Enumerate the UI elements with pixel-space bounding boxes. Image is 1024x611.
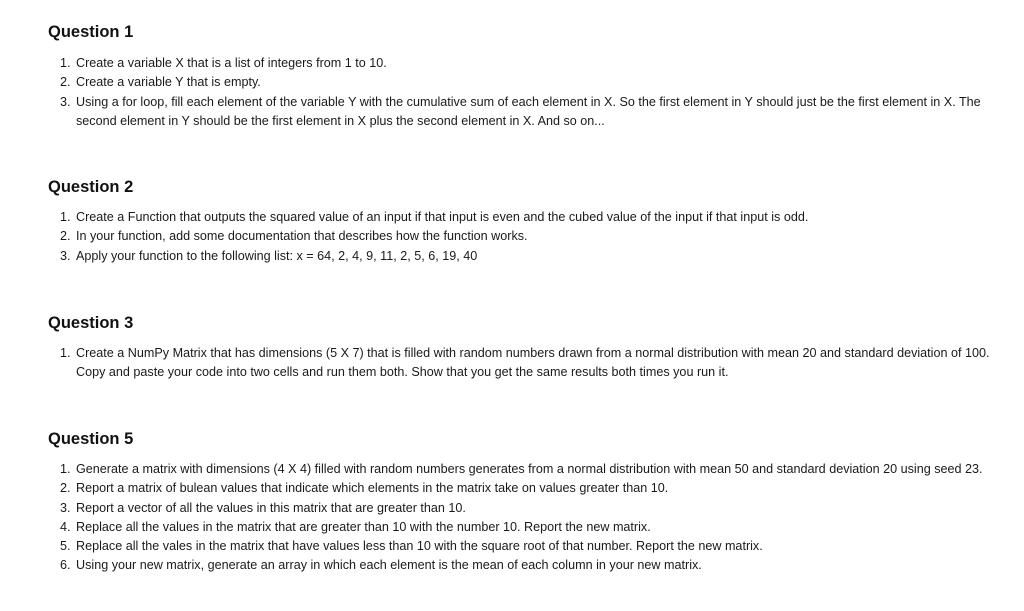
question-3-list <box>48 344 1008 383</box>
item-text: Create a Function that outputs the squared value of an input if that input is even and the cubed value of the input if that input is odd. <box>76 210 809 224</box>
question-3-section <box>48 313 1008 383</box>
list-item <box>48 344 996 383</box>
question-5-title: Question 5 <box>48 430 134 448</box>
list-item <box>48 479 996 498</box>
item-text: Create a variable X that is a list of integers from 1 to 10. <box>76 56 387 70</box>
item-number: 3. <box>60 500 71 515</box>
question-1-section <box>48 22 1008 131</box>
question-5-list <box>48 460 1008 576</box>
item-text: Report a vector of all the values in this matrix that are greater than 10. <box>76 500 466 515</box>
list-item <box>48 460 996 479</box>
item-number: 1. <box>60 210 71 224</box>
list-item <box>48 208 996 227</box>
item-number: 4. <box>60 519 71 534</box>
item-text: Create a variable Y that is empty. <box>76 75 261 90</box>
list-item <box>48 54 996 73</box>
list-item <box>48 499 996 518</box>
item-number: 1. <box>60 346 71 360</box>
question-5-section <box>48 429 1008 576</box>
list-item <box>48 93 996 132</box>
list-item <box>48 227 996 246</box>
question-3-title: Question 3 <box>48 314 134 332</box>
question-2-title: Question 2 <box>48 178 134 196</box>
question-2-list <box>48 208 1008 266</box>
item-number: 2. <box>60 481 71 496</box>
item-text: Using your new matrix, generate an array in which each element is the mean of each column in your new matrix. <box>76 558 702 573</box>
list-item <box>48 537 996 556</box>
item-number: 1. <box>60 462 71 476</box>
list-item <box>48 247 996 266</box>
item-number: 3. <box>60 94 71 109</box>
item-number: 5. <box>60 539 71 554</box>
item-number: 3. <box>60 248 71 263</box>
item-text: Using a for loop, fill each element of the variable Y with the cumulative sum of each element in X. So the first element in Y should just be the first element in X. The second element in Y should be the first element in X plus the second element in X. And so on... <box>76 94 981 128</box>
item-number: 2. <box>60 75 71 90</box>
item-text: Report a matrix of bulean values that indicate which elements in the matrix take on values greater than 10. <box>76 481 669 496</box>
item-text: Generate a matrix with dimensions (4 X 4) filled with random numbers generates from a normal distribution with mean 50 and standard deviation 20 using seed 23. <box>76 462 983 476</box>
item-text: Replace all the vales in the matrix that have values less than 10 with the square root of that number. Report the new matrix. <box>76 539 763 554</box>
item-text: Replace all the values in the matrix that are greater than 10 with the number 10. Report the new matrix. <box>76 519 651 534</box>
question-2-section <box>48 177 1008 266</box>
question-1-list <box>48 54 1008 131</box>
list-item <box>48 518 996 537</box>
item-number: 2. <box>60 229 71 244</box>
list-item <box>48 556 996 575</box>
list-item <box>48 73 996 92</box>
item-number: 1. <box>60 56 71 70</box>
item-text: Create a NumPy Matrix that has dimensions (5 X 7) that is filled with random numbers drawn from a normal distribution with mean 20 and standard deviation of 100. Copy and paste your code into two cells and run them both. Show that you get the same results both times you run it. <box>76 346 990 380</box>
item-text: In your function, add some documentation that describes how the function works. <box>76 229 528 244</box>
item-text: Apply your function to the following list: x = 64, 2, 4, 9, 11, 2, 5, 6, 19, 40 <box>76 248 478 263</box>
question-1-title: Question 1 <box>48 23 134 41</box>
item-number: 6. <box>60 558 71 573</box>
